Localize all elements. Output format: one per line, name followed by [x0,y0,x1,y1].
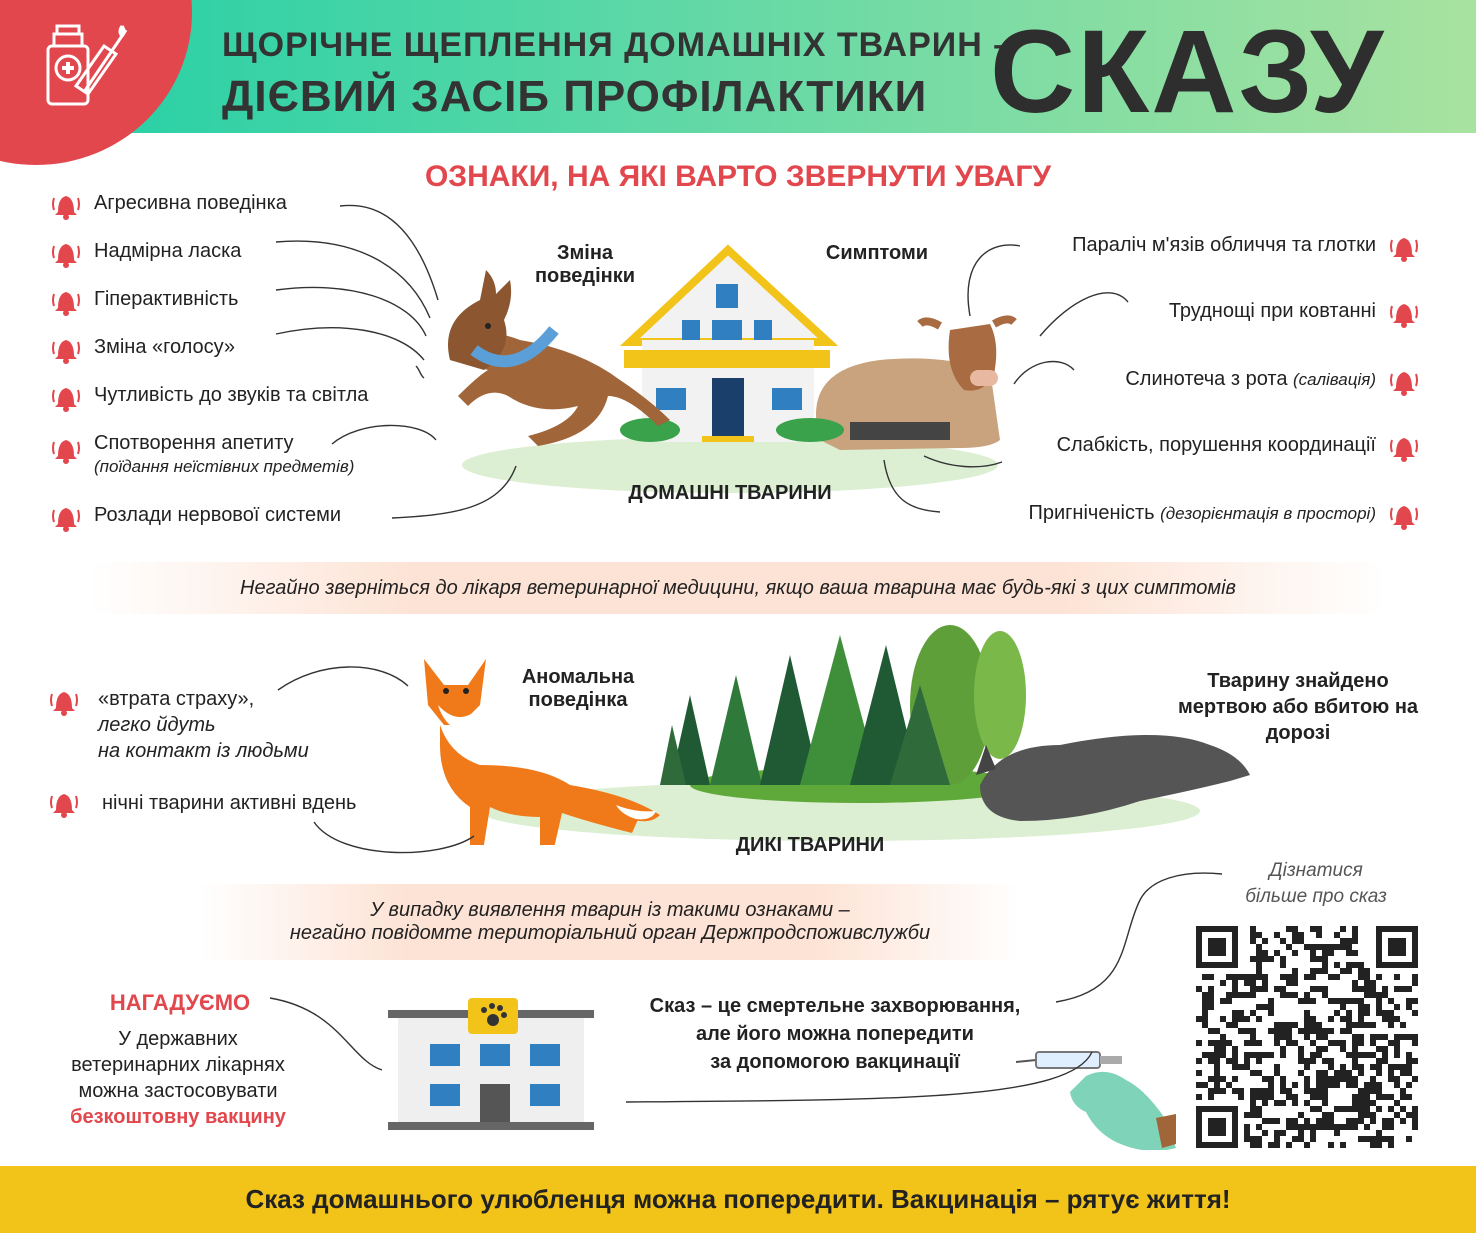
signs-heading: ОЗНАКИ, НА ЯКІ ВАРТО ЗВЕРНУТИ УВАГУ [424,160,1052,193]
symptom-sign-text: Труднощі при ковтанні [1168,300,1376,322]
footer-text: Сказ домашнього улюбленця можна попередити. Вакцинація – рятує життя! [245,1184,1231,1214]
dead-animal-label: Тварину знайдено мертвою або вбитою на дорозі [1177,670,1419,744]
symptom-sign-text: Слабкість, порушення координації [1056,434,1376,456]
qr-caption-line2: більше про сказ [1245,886,1387,907]
symptoms-label: Симптоми [825,242,929,264]
footer-banner [0,1166,1476,1233]
behavior-sign-text: Зміна «голосу» [94,336,236,358]
behavior-sign-text: Агресивна поведінка [94,192,287,214]
report-banner-line2: негайно повідомте територіальний орган Держпродспоживслужби [289,922,931,944]
qr-caption-line1: Дізнатися [1269,860,1363,881]
wild-animals-label: ДИКІ ТВАРИНИ [735,834,885,856]
rabies-note-line2: але його можна попередити [696,1023,974,1045]
reminder-line2: ветеринарних лікарнях [71,1054,285,1076]
behavior-sign-note: (поїдання неїстівних предметів) [94,457,355,476]
wild-sign-2-text: нічні тварини активні вдень [102,792,357,814]
reminder-highlight: безкоштовну вакцину [70,1106,286,1128]
header-title-line1: ЩОРІЧНЕ ЩЕПЛЕННЯ ДОМАШНІХ ТВАРИН – [222,26,1014,64]
header-title-line2: ДІЄВИЙ ЗАСІБ ПРОФІЛАКТИКИ [222,72,928,121]
symptom-sign-note: (дезорієнтація в просторі) [1160,504,1376,523]
wild-arrows [0,600,700,880]
symptom-sign-text: Слинотеча з рота [1125,368,1288,390]
wild-sign-1-line2: легко йдуть [98,714,216,736]
domestic-animals-label: ДОМАШНІ ТВАРИНИ [628,482,832,504]
behavior-sign-text: Розлади нервової системи [94,504,342,526]
forest-illustration [660,625,1030,803]
reminder-line1: У державних [118,1028,238,1050]
report-banner-line1: У випадку виявлення тварин із такими ознаками – [370,899,850,921]
reminder-line3: можна застосовувати [78,1080,278,1102]
reminder-heading: НАГАДУЄМО [109,990,251,1015]
dead-animal-illustration [976,735,1250,821]
wild-sign-1-line3: на контакт із людьми [98,740,309,762]
symptom-sign-text: Параліч м'язів обличчя та глотки [1072,234,1376,256]
symptom-sign-note: (салівація) [1293,370,1376,389]
behavior-change-label: Зміна поведінки [534,242,636,287]
symptom-sign-text: Пригніченість [1028,502,1155,524]
abnormal-behavior-label: Аномальна поведінка [521,666,635,711]
rabies-note-line3: за допомогою вакцинації [710,1051,960,1073]
wild-sign-1-line1: «втрата страху», [98,688,255,710]
behavior-sign-text: Гіперактивність [94,288,239,310]
vet-banner-text: Негайно зверніться до лікаря ветеринарної медицини, якщо ваша тварина має будь-які з цих симптомів [240,576,1236,599]
behavior-sign-text: Чутливість до звуків та світла [94,384,369,406]
behavior-sign-text: Надмірна ласка [94,240,242,262]
domestic-arrows [0,0,1476,560]
rabies-note-line1: Сказ – це смертельне захворювання, [649,995,1021,1017]
bottom-arrows [0,860,1476,1120]
header-title-big: СКАЗУ [990,6,1386,138]
behavior-sign-text: Спотворення апетиту [94,432,294,454]
